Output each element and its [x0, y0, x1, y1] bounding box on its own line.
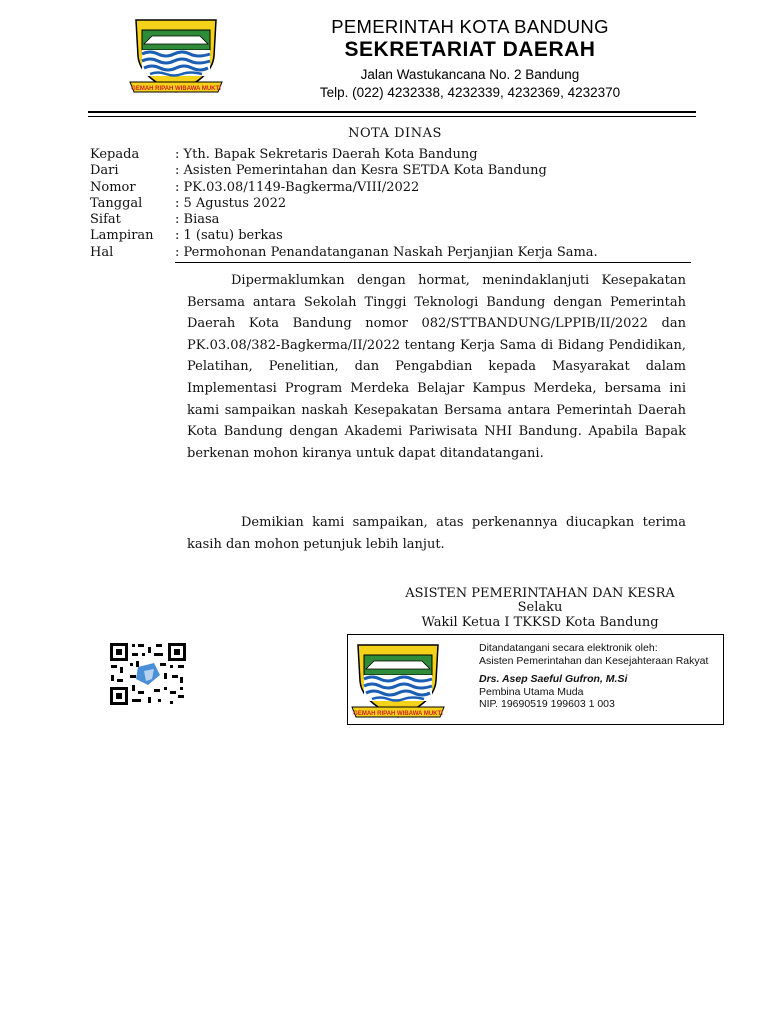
body-paragraph-1: Dipermaklumkan dengan hormat, menindaklanjuti Kesepakatan Bersama antara Sekolah Tinggi Teknologi Bandung dengan Pemerintah Daerah Kota Bandung nomor 082/STTBANDUNG/LPPIB/II/2022 dan PK.03.08/382-Bagkerma/II/2022 tentang Kerja Sama di Bidang Pendidikan, Pelatihan, Penelitian, dan Pengabdian kepada Masyarakat dalam Implementasi Program Merdeka Belajar Kampus Merdeka, bersama ini kami sampaikan naskah Kesepakatan Bersama antara Pemerintah Daerah Kota Bandung dengan Akademi Pariwisata NHI Bandung. Apabila Bapak berkenan mohon kiranya untuk dapat ditandatangani. [187, 273, 686, 461]
field-value: : PK.03.08/1149-Bagkerma/VIII/2022 [175, 179, 420, 195]
letterhead-divider-thin [88, 116, 696, 117]
signatory-title: ASISTEN PEMERINTAHAN DAN KESRA [405, 586, 675, 601]
emblem-motto: GEMAH RIPAH WIBAWA MUKTI [131, 86, 221, 92]
field-value: : 5 Agustus 2022 [175, 195, 287, 211]
esign-heading: Ditandatangani secara elektronik oleh: [479, 642, 658, 654]
field-value: : 1 (satu) berkas [175, 228, 283, 244]
field-value: : Yth. Bapak Sekretaris Daerah Kota Bandung [175, 147, 478, 162]
field-value: : Asisten Pemerintahan dan Kesra SETDA Kota Bandung [175, 163, 547, 179]
signatory-role: Wakil Ketua I TKKSD Kota Bandung [421, 615, 659, 630]
letterhead-phone: Telp. (022) 4232338, 4232339, 4232369, 4232370 [319, 85, 621, 100]
letterhead-government: PEMERINTAH KOTA BANDUNG [331, 16, 609, 37]
esign-rank: Pembina Utama Muda [479, 685, 584, 698]
electronic-signature-box [347, 634, 724, 725]
esign-name: Drs. Asep Saeful Gufron, M.Si [479, 673, 628, 686]
field-label: Kepada [90, 147, 140, 162]
field-label: Hal [90, 244, 114, 260]
field-label: Tanggal [90, 195, 143, 211]
letterhead-address: Jalan Wastukancana No. 2 Bandung [360, 67, 580, 82]
field-label: Dari [90, 163, 119, 179]
esign-position: Asisten Pemerintahan dan Kesejahteraan Rakyat [479, 654, 709, 667]
subject-underline [175, 262, 691, 263]
nota-dinas-title: NOTA DINAS [348, 126, 442, 141]
emblem-motto: GEMAH RIPAH WIBAWA MUKTI [353, 711, 443, 717]
city-emblem-logo [128, 16, 224, 96]
field-label: Sifat [90, 212, 121, 228]
esign-details [479, 642, 719, 711]
field-label: Lampiran [90, 228, 154, 244]
field-label: Nomor [90, 179, 136, 195]
signatory-selaku: Selaku [517, 600, 563, 615]
esign-nip: NIP. 19690519 199603 1 003 [479, 698, 615, 711]
field-value: : Biasa [175, 212, 220, 228]
field-value: : Permohonan Penandatanganan Naskah Perjanjian Kerja Sama. [175, 244, 598, 260]
letterhead-divider-thick [88, 111, 696, 113]
city-emblem-logo-small [350, 641, 446, 721]
letterhead-office: SEKRETARIAT DAERAH [344, 38, 596, 61]
body-paragraph-2: Demikian kami sampaikan, atas perkenannya diucapkan terima kasih dan mohon petunjuk lebih lanjut. [187, 515, 686, 552]
qr-code-icon [108, 641, 188, 707]
